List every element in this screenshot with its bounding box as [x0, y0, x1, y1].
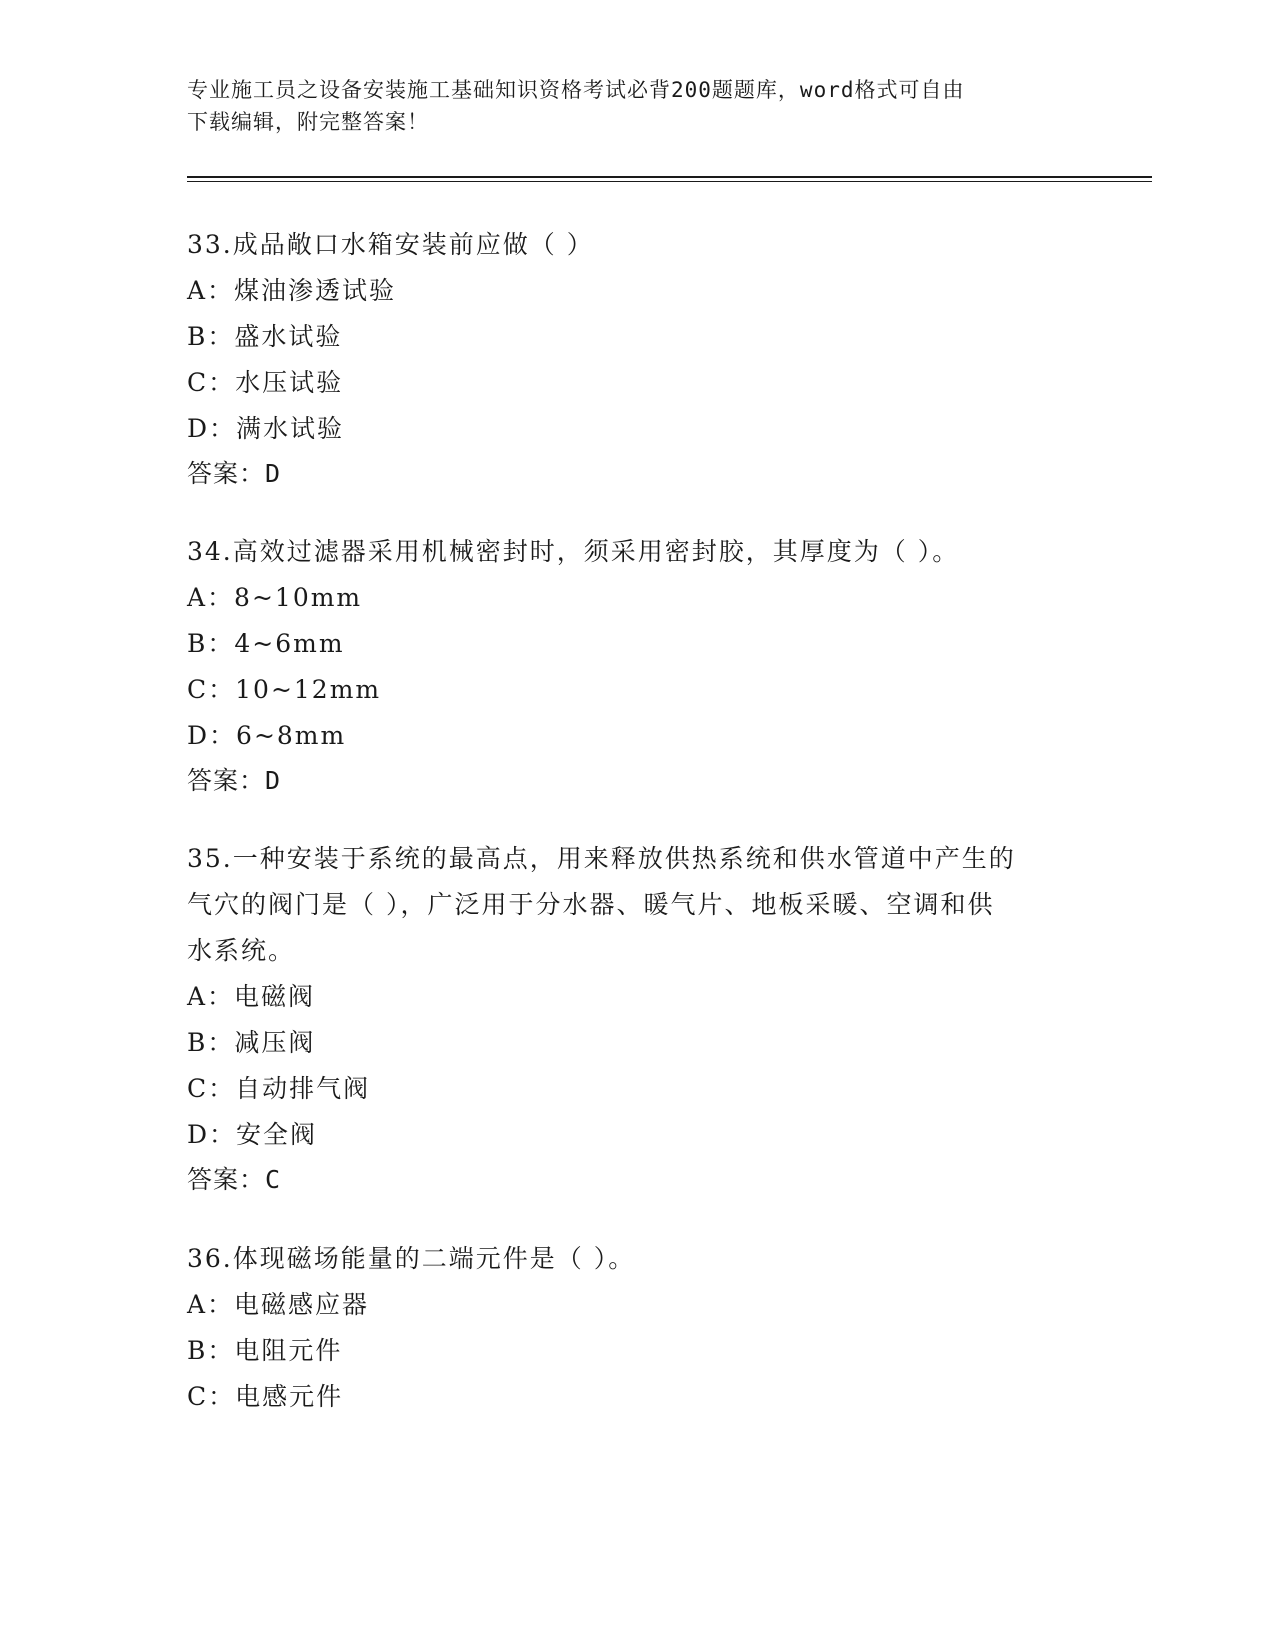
question-stem: 34.高效过滤器采用机械密封时，须采用密封胶，其厚度为（ ）。	[187, 537, 960, 566]
option-a: A：煤油渗透试验	[187, 276, 397, 305]
option-c: C：电感元件	[187, 1382, 344, 1411]
answer-label: 答案：	[187, 459, 266, 488]
header-divider-thin	[187, 181, 1152, 182]
option-c: C：10~12mm	[187, 675, 382, 704]
option-a: A：8~10mm	[187, 583, 363, 612]
header-divider-thick	[187, 176, 1152, 178]
option-d: D：6~8mm	[187, 721, 347, 750]
option-a: A：电磁感应器	[187, 1290, 370, 1319]
option-d: D：安全阀	[187, 1120, 318, 1149]
document-header	[187, 74, 1087, 138]
question-35	[187, 836, 1087, 1202]
question-stem: 36.体现磁场能量的二端元件是（ ）。	[187, 1244, 636, 1273]
option-c: C：自动排气阀	[187, 1074, 371, 1103]
option-d: D：满水试验	[187, 414, 345, 443]
question-33	[187, 222, 1087, 496]
answer-value: D	[265, 766, 282, 795]
question-stem-line-2: 气穴的阀门是（ ），广泛用于分水器、暖气片、地板采暖、空调和供	[187, 890, 995, 919]
answer-line	[187, 452, 1087, 496]
option-b: B：减压阀	[187, 1028, 316, 1057]
option-c: C：水压试验	[187, 368, 344, 397]
question-stem-line-3: 水系统。	[187, 936, 296, 965]
option-b: B：电阻元件	[187, 1336, 343, 1365]
question-stem-line-1: 35.一种安装于系统的最高点，用来释放供热系统和供水管道中产生的	[187, 844, 1016, 873]
question-34	[187, 529, 1087, 803]
question-36	[187, 1236, 1087, 1420]
answer-label: 答案：	[187, 766, 266, 795]
header-line-2: 下载编辑，附完整答案！	[187, 110, 429, 134]
option-b: B：4~6mm	[187, 629, 345, 658]
option-a: A：电磁阀	[187, 982, 316, 1011]
answer-label: 答案：	[187, 1165, 266, 1194]
answer-value: C	[265, 1165, 282, 1194]
question-stem: 33.成品敞口水箱安装前应做（ ）	[187, 230, 594, 259]
answer-value: D	[265, 459, 282, 488]
answer-line	[187, 1158, 1087, 1202]
option-b: B：盛水试验	[187, 322, 343, 351]
header-line-1: 专业施工员之设备安装施工基础知识资格考试必背200题题库，word格式可自由	[187, 78, 965, 102]
answer-line	[187, 759, 1087, 803]
